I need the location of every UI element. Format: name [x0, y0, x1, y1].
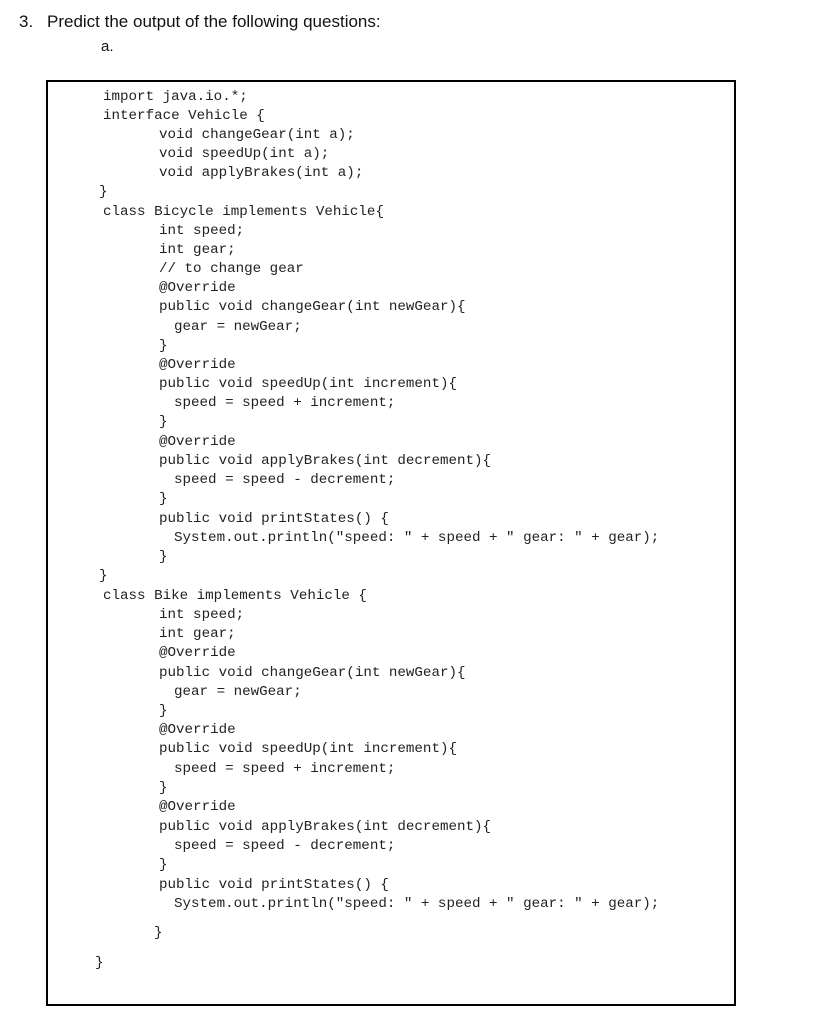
code-line: void changeGear(int a); [159, 127, 355, 143]
code-line: } [159, 549, 168, 565]
code-line: System.out.println("speed: " + speed + " gear: " + gear); [174, 530, 660, 546]
code-line: speed = speed + increment; [174, 395, 396, 411]
code-line: public void applyBrakes(int decrement){ [159, 819, 492, 835]
question-number: 3. [19, 12, 34, 31]
code-line: public void speedUp(int increment){ [159, 376, 457, 392]
code-line: class Bicycle implements Vehicle{ [103, 204, 384, 220]
code-line: @Override [159, 645, 236, 661]
code-line: interface Vehicle { [103, 108, 265, 124]
code-line: } [159, 780, 168, 796]
code-line: public void printStates() { [159, 877, 389, 893]
question-heading [19, 11, 381, 33]
question-text: Predict the output of the following questions: [47, 12, 381, 31]
code-line: } [159, 338, 168, 354]
code-line: @Override [159, 357, 236, 373]
code-line: // to change gear [159, 261, 304, 277]
code-line: int speed; [159, 607, 245, 623]
code-line: public void changeGear(int newGear){ [159, 665, 466, 681]
code-line: @Override [159, 280, 236, 296]
code-line: } [95, 955, 104, 971]
code-line: gear = newGear; [174, 684, 302, 700]
code-line: public void printStates() { [159, 511, 389, 527]
code-line: public void speedUp(int increment){ [159, 741, 457, 757]
code-line: @Override [159, 722, 236, 738]
question-part-label: a. [101, 38, 114, 55]
code-line: } [159, 491, 168, 507]
code-line: int speed; [159, 223, 245, 239]
code-line: } [99, 568, 108, 584]
code-line: void speedUp(int a); [159, 146, 330, 162]
code-box [46, 80, 736, 1006]
code-line: class Bike implements Vehicle { [103, 588, 367, 604]
code-line: @Override [159, 434, 236, 450]
code-line: } [154, 925, 163, 941]
code-line: System.out.println("speed: " + speed + " gear: " + gear); [174, 896, 660, 912]
code-line: speed = speed - decrement; [174, 838, 396, 854]
code-line: } [99, 184, 108, 200]
code-line: speed = speed + increment; [174, 761, 396, 777]
code-line: @Override [159, 799, 236, 815]
code-line: int gear; [159, 242, 236, 258]
code-line: void applyBrakes(int a); [159, 165, 364, 181]
code-line: import java.io.*; [103, 89, 248, 105]
code-line: } [159, 703, 168, 719]
code-line: int gear; [159, 626, 236, 642]
code-line: } [159, 414, 168, 430]
code-line: gear = newGear; [174, 319, 302, 335]
code-line: public void applyBrakes(int decrement){ [159, 453, 492, 469]
code-line: speed = speed - decrement; [174, 472, 396, 488]
code-line: public void changeGear(int newGear){ [159, 299, 466, 315]
code-line: } [159, 857, 168, 873]
